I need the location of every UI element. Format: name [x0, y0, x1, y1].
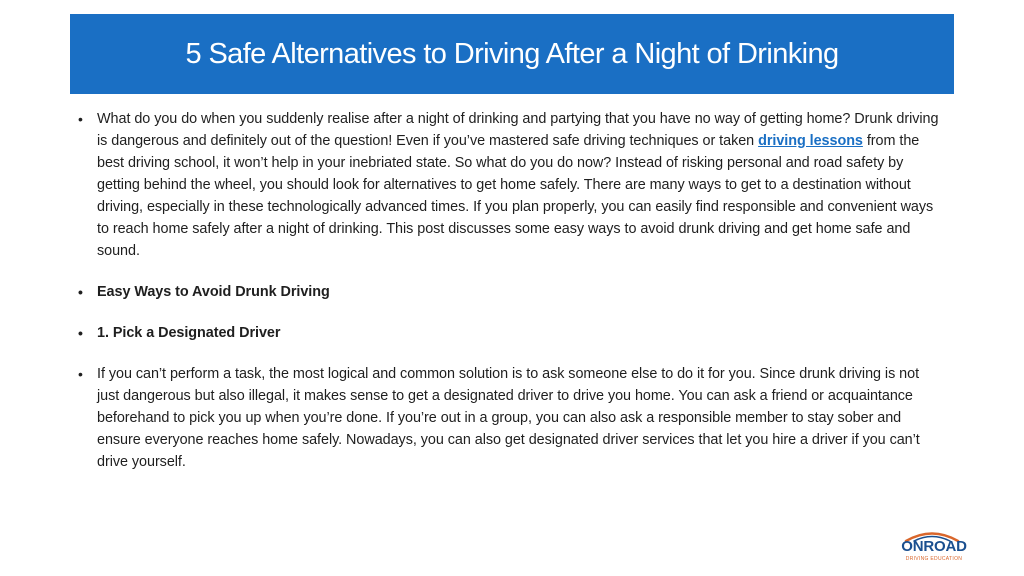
- bullet-icon: •: [78, 284, 83, 300]
- logo-tagline: DRIVING EDUCATION: [905, 556, 963, 562]
- driving-lessons-link[interactable]: driving lessons: [758, 133, 863, 149]
- intro-text-after-link: from the best driving school, it won’t help in your inebriated state. So what do you do now? Instead of risking personal and road safety by getting behind the wheel, you should look for alternatives to get home safely. There are many ways to get to a destination without driving, especially in these technologically advanced times. If you plan properly, you can easily find responsible and convenient ways to reach home safely after a night of drinking. This post discusses some easy ways to avoid drunk driving and get home safe and sound.: [97, 133, 934, 259]
- intro-text-before-link: What do you do when you suddenly realise after a night of drinking and partying that you have no way of getting home? Drunk driving is dangerous and definitely out of the question! Even if you’ve mastered safe driving techniques or taken: [97, 111, 939, 149]
- item-heading-text: 1. Pick a Designated Driver: [97, 325, 281, 341]
- bullet-icon: •: [78, 366, 83, 382]
- item-heading: [74, 322, 944, 344]
- intro-paragraph: [74, 108, 944, 262]
- item-body-text: If you can’t perform a task, the most logical and common solution is to ask someone else to do it for you. Since drunk driving is not just dangerous but also illegal, it makes sense to get a designated driver to drive you home. You can ask a friend or acquaintance beforehand to pick you up when you’re done. If you’re out in a group, you can also ask a responsible member to stay sober and ensure everyone reaches home safely. Nowadays, you can also get designated driver services that let you hire a driver if you can’t drive yourself.: [97, 366, 920, 470]
- bullet-icon: •: [78, 111, 83, 127]
- logo-wordmark: ONROAD: [901, 538, 967, 555]
- section-heading: [74, 281, 944, 303]
- onroad-logo: [896, 530, 972, 566]
- slide-content: [74, 108, 944, 492]
- bullet-list: [74, 108, 944, 473]
- bullet-icon: •: [78, 325, 83, 341]
- item-body-paragraph: [74, 363, 944, 473]
- title-bar: [70, 14, 954, 94]
- section-heading-text: Easy Ways to Avoid Drunk Driving: [97, 284, 330, 300]
- page-title: 5 Safe Alternatives to Driving After a Night of Drinking: [185, 37, 839, 70]
